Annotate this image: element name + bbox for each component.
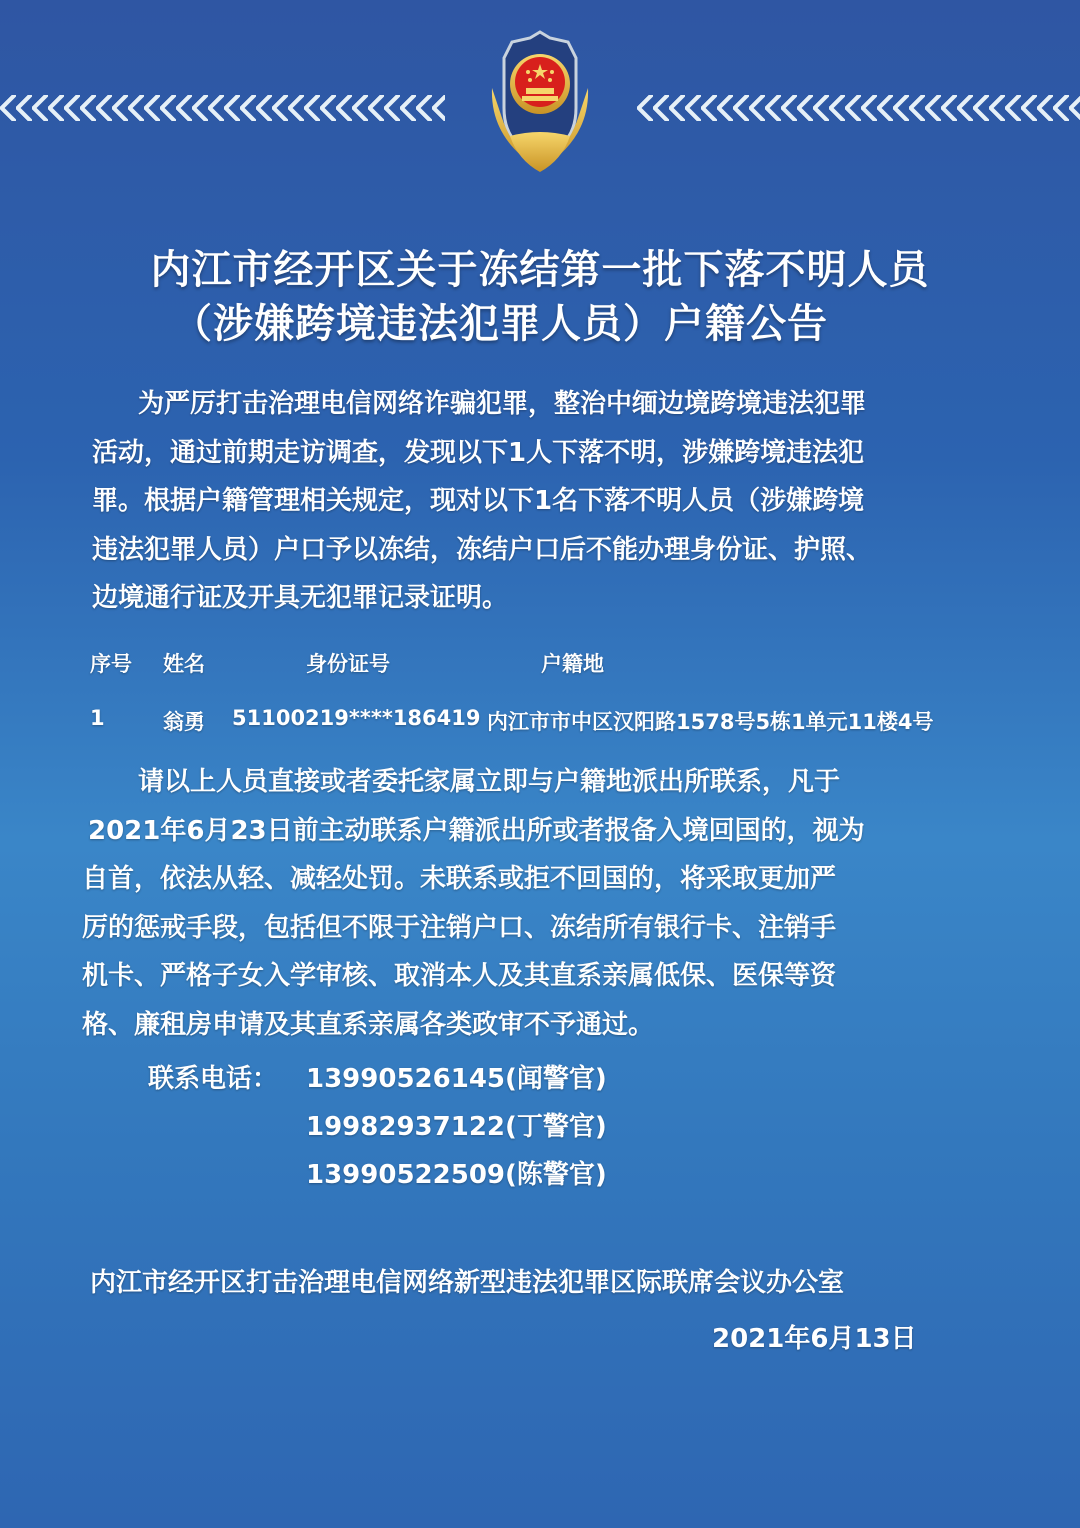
page-title-line2: （涉嫌跨境违法犯罪人员）户籍公告 (172, 301, 828, 347)
police-emblem-icon (472, 28, 608, 178)
page-title-line1: 内江市经开区关于冻结第一批下落不明人员 (150, 247, 930, 293)
intro-line: 为严厉打击治理电信网络诈骗犯罪，整治中缅边境跨境违法犯罪 (138, 389, 867, 419)
notice-line: 机卡、严格子女入学审核、取消本人及其直系亲属低保、医保等资 (82, 961, 837, 991)
notice-line: 2021年6月23日前主动联系户籍派出所或者报备入境回国的，视为 (88, 815, 865, 846)
cell-name: 翁勇 (163, 710, 205, 734)
issue-date: 2021年6月13日 (712, 1324, 917, 1354)
notice-line: 自首，依法从轻、减轻处罚。未联系或拒不回国的，将采取更加严 (82, 864, 837, 894)
contact-phone: 13990522509(陈警官) (306, 1160, 607, 1190)
wheat-band-right-icon (637, 95, 1080, 121)
header-index: 序号 (90, 652, 132, 676)
issuing-office: 内江市经开区打击治理电信网络新型违法犯罪区际联席会议办公室 (90, 1268, 845, 1298)
contact-phone: 13990526145(闻警官) (306, 1064, 607, 1094)
cell-index: 1 (90, 706, 105, 730)
intro-line: 边境通行证及开具无犯罪记录证明。 (92, 583, 509, 613)
wheat-band-left-icon (0, 95, 445, 121)
intro-line: 违法犯罪人员）户口予以冻结，冻结户口后不能办理身份证、护照、 (92, 534, 873, 565)
cell-id: 51100219****186419 (232, 706, 481, 730)
contact-label: 联系电话： (148, 1064, 279, 1094)
intro-line: 活动，通过前期走访调查，发现以下1人下落不明，涉嫌跨境违法犯 (92, 437, 865, 468)
header-name: 姓名 (163, 652, 205, 676)
notice-paragraph (82, 758, 1012, 1049)
cell-domicile: 内江市市中区汉阳路1578号5栋1单元11楼4号 (487, 710, 934, 734)
notice-line: 格、廉租房申请及其直系亲属各类政审不予通过。 (82, 1009, 655, 1040)
header-domicile: 户籍地 (541, 652, 604, 676)
intro-line: 罪。根据户籍管理相关规定，现对以下1名下落不明人员（涉嫌跨境 (92, 486, 865, 516)
notice-line: 厉的惩戒手段，包括但不限于注销户口、冻结所有银行卡、注销手 (82, 912, 837, 943)
contact-phone: 19982937122(丁警官) (306, 1112, 607, 1142)
intro-paragraph (92, 380, 1022, 623)
notice-line: 请以上人员直接或者委托家属立即与户籍地派出所联系，凡于 (138, 767, 841, 797)
table-header (0, 648, 1080, 678)
header-id: 身份证号 (306, 652, 390, 676)
table-row (0, 706, 1080, 736)
